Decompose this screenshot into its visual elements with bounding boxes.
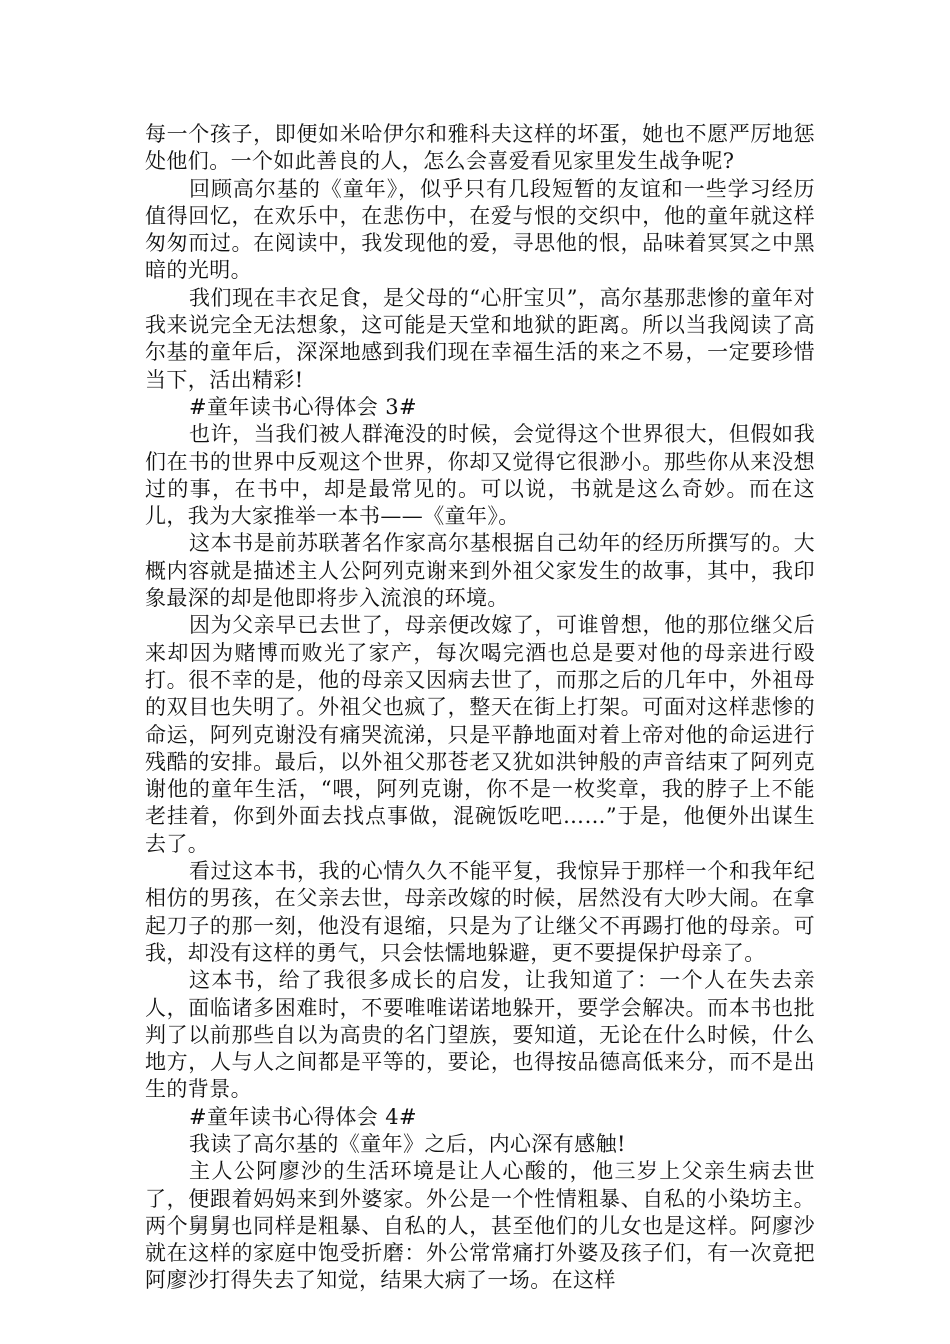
document-body — [145, 121, 815, 1295]
body-paragraph: 这本书是前苏联著名作家高尔基根据自己幼年的经历所撰写的。大概内容就是描述主人公阿列克谢来到外祖父家发生的故事，其中，我印象最深的却是他即将步入流浪的环境。 — [145, 531, 815, 611]
body-paragraph: 我们现在丰衣足食，是父母的“心肝宝贝”，高尔基那悲惨的童年对我来说完全无法想象，这可能是天堂和地狱的距离。所以当我阅读了高尔基的童年后，深深地感到我们现在幸福生活的来之不易，一定要珍惜当下，活出精彩! — [145, 285, 815, 392]
section-heading: #童年读书心得体会 4# — [189, 1104, 418, 1129]
body-paragraph: 也许，当我们被人群淹没的时候，会觉得这个世界很大，但假如我们在书的世界中反观这个世界，你却又觉得它很渺小。那些你从来没想过的事，在书中，却是最常见的。可以说，书就是这么奇妙。而在这儿，我为大家推举一本书——《童年》。 — [145, 422, 815, 529]
body-paragraph: 我读了高尔基的《童年》之后，内心深有感触! — [189, 1131, 626, 1156]
body-paragraph: 这本书，给了我很多成长的启发，让我知道了：一个人在失去亲人，面临诸多困难时，不要唯唯诺诺地躲开，要学会解决。而本书也批判了以前那些自以为高贵的名门望族，要知道，无论在什么时候，什么地方，人与人之间都是平等的，要论，也得按品德高低来分，而不是出生的背景。 — [145, 968, 815, 1102]
body-paragraph: 主人公阿廖沙的生活环境是让人心酸的，他三岁上父亲生病去世了，便跟着妈妈来到外婆家。外公是一个性情粗暴、自私的小染坊主。两个舅舅也同样是粗暴、自私的人，甚至他们的儿女也是这样。阿廖沙就在这样的家庭中饱受折磨：外公常常痛打外婆及孩子们，有一次竟把阿廖沙打得失去了知觉，结果大病了一场。在这样 — [145, 1159, 815, 1293]
body-paragraph: 看过这本书，我的心情久久不能平复，我惊异于那样一个和我年纪相仿的男孩，在父亲去世，母亲改嫁的时候，居然没有大吵大闹。在拿起刀子的那一刻，他没有退缩，只是为了让继父不再踢打他的母亲。可我，却没有这样的勇气，只会怯懦地躲避，更不要提保护母亲了。 — [145, 859, 815, 965]
body-paragraph: 回顾高尔基的《童年》，似乎只有几段短暂的友谊和一些学习经历值得回忆，在欢乐中，在悲伤中，在爱与恨的交织中，他的童年就这样匆匆而过。在阅读中，我发现他的爱，寻思他的恨，品味着冥冥之中黑暗的光明。 — [145, 176, 815, 283]
body-paragraph: 每一个孩子，即便如米哈伊尔和雅科夫这样的坏蛋，她也不愿严厉地惩处他们。一个如此善良的人，怎么会喜爱看见家里发生战争呢? — [145, 122, 815, 174]
section-heading: #童年读书心得体会 3# — [189, 394, 418, 419]
body-paragraph: 因为父亲早已去世了，母亲便改嫁了，可谁曾想，他的那位继父后来却因为赌博而败光了家产，每次喝完酒也总是要对他的母亲进行殴打。很不幸的是，他的母亲又因病去世了，而那之后的几年中，外祖母的双目也失明了。外祖父也疯了，整天在街上打架。可面对这样悲惨的命运，阿列克谢没有痛哭流涕，只是平静地面对着上帝对他的命运进行残酷的安排。最后，以外祖父那苍老又犹如洪钟般的声音结束了阿列克谢他的童年生活，“喂，阿列克谢，你不是一枚奖章，我的脖子上不能老挂着，你到外面去找点事做，混碗饭吃吧……”于是，他便外出谋生去了。 — [145, 613, 815, 856]
